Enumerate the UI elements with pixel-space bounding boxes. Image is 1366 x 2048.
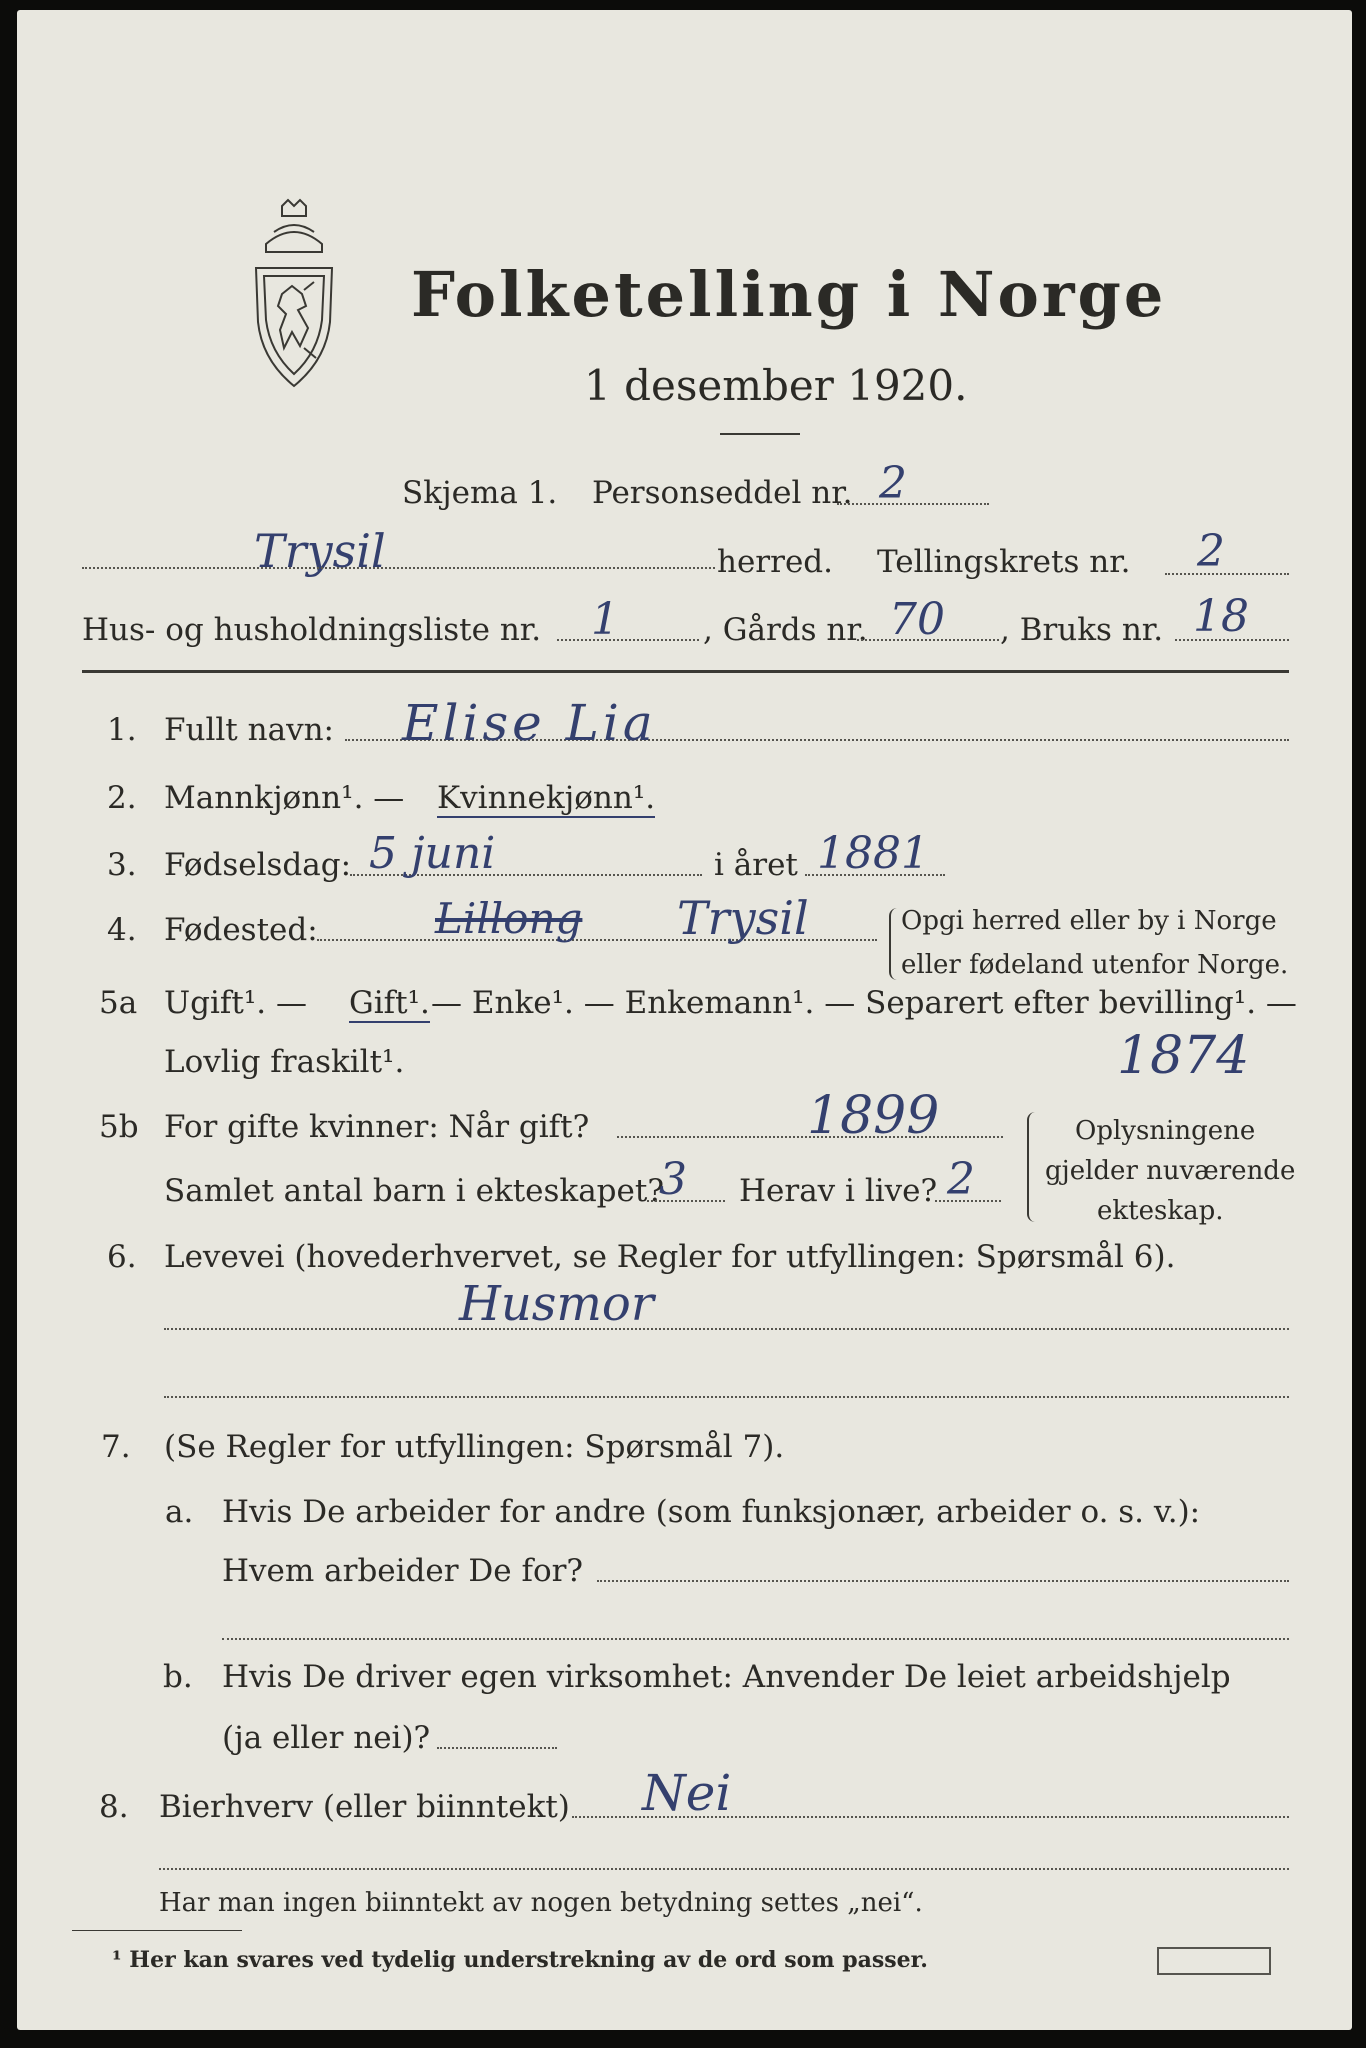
q8-number: 8.	[99, 1789, 129, 1825]
q3-year-value: 1881	[817, 828, 929, 879]
q8-label: Bierhverv (eller biinntekt)	[159, 1789, 570, 1825]
herred-label: herred.	[717, 544, 833, 580]
q5b-note-line1: Oplysningene	[1075, 1116, 1256, 1146]
q2-mannkjonn: Mannkjønn¹. —	[164, 780, 405, 816]
q1-label: Fullt navn:	[164, 712, 334, 748]
footnote: ¹ Her kan svares ved tydelig understrekning av de ord som passer.	[112, 1947, 928, 1973]
q7a-letter: a.	[165, 1494, 194, 1530]
q6-label: Levevei (hovederhvervet, se Regler for utfyllingen: Spørsmål 6).	[164, 1239, 1176, 1275]
q5a-gift-underlined: Gift¹.	[349, 985, 430, 1021]
tellingskrets-line	[1165, 573, 1289, 575]
q7b-line	[437, 1747, 557, 1749]
skjema-label: Skjema 1.	[402, 475, 558, 511]
q8-value: Nei	[642, 1764, 732, 1822]
q3-year-label: i året	[714, 847, 798, 883]
header-rule	[82, 670, 1289, 673]
census-date: 1 desember 1920.	[584, 361, 968, 410]
bruks-label: , Bruks nr.	[1000, 612, 1164, 648]
q5a-ugift: Ugift¹. —	[164, 985, 307, 1021]
q4-note-brace	[889, 908, 899, 980]
q5b-live-value: 2	[947, 1154, 975, 1205]
tellingskrets-value: 2	[1197, 526, 1225, 577]
tellingskrets-label: Tellingskrets nr.	[877, 544, 1131, 580]
footer-note: Har man ingen biinntekt av nogen betydning settes „nei“.	[159, 1888, 923, 1918]
q5a-annotation: 1874	[1117, 1026, 1250, 1086]
q5a-number: 5a	[99, 985, 138, 1021]
q7a-label: Hvis De arbeider for andre (som funksjonær, arbeider o. s. v.):	[222, 1494, 1201, 1530]
q6-line2	[164, 1396, 1289, 1398]
q5a-rest: — Enke¹. — Enkemann¹. — Separert efter bevilling¹. —	[431, 985, 1297, 1021]
q4-number: 4.	[107, 912, 137, 948]
q7a-question: Hvem arbeider De for?	[222, 1553, 584, 1589]
personseddel-value: 2	[879, 458, 907, 509]
q7b-label: Hvis De driver egen virksomhet: Anvender De leiet arbeidshjelp	[222, 1659, 1231, 1695]
census-form	[17, 10, 1352, 2030]
q5b-barn-value: 3	[659, 1154, 687, 1205]
q3-value: 5 juni	[369, 828, 496, 879]
q2-number: 2.	[107, 780, 137, 816]
q7a-line2	[222, 1638, 1289, 1640]
q1-number: 1.	[107, 712, 137, 748]
q7b-question: (ja eller nei)?	[222, 1720, 431, 1756]
q4-note-line2: eller fødeland utenfor Norge.	[901, 950, 1289, 980]
q6-line1	[164, 1328, 1289, 1330]
q8-line2	[159, 1868, 1289, 1870]
title-divider	[720, 433, 800, 435]
personseddel-label: Personseddel nr.	[592, 475, 853, 511]
q5b-note-brace	[1027, 1112, 1039, 1222]
herred-value: Trysil	[254, 524, 386, 578]
q5a-fraskilt: Lovlig fraskilt¹.	[164, 1044, 405, 1080]
q7a-line1	[597, 1580, 1289, 1582]
q5b-barn-line	[647, 1200, 725, 1202]
q1-value: Elise Lia	[402, 694, 657, 752]
gards-value: 70	[889, 594, 945, 645]
personseddel-line	[837, 503, 989, 505]
q5b-note-line2: gjelder nuværende	[1045, 1156, 1296, 1186]
q7b-letter: b.	[163, 1659, 193, 1695]
q7-label: (Se Regler for utfyllingen: Spørsmål 7).	[164, 1429, 785, 1465]
q6-number: 6.	[107, 1239, 137, 1275]
q7-number: 7.	[101, 1429, 131, 1465]
bruks-value: 18	[1193, 591, 1249, 642]
q4-value: Trysil	[677, 891, 809, 945]
q6-value: Husmor	[459, 1276, 654, 1332]
footnote-rule	[72, 1930, 242, 1931]
hus-label: Hus- og husholdningsliste nr.	[82, 612, 542, 648]
q5b-barn-label: Samlet antal barn i ekteskapet?	[164, 1173, 664, 1209]
q5b-label: For gifte kvinner: Når gift?	[164, 1109, 590, 1145]
q5b-note-line3: ekteskap.	[1097, 1196, 1224, 1226]
printer-stamp	[1157, 1947, 1271, 1975]
q4-note-line1: Opgi herred eller by i Norge	[901, 906, 1277, 936]
q3-label: Fødselsdag:	[164, 847, 352, 883]
gards-label: , Gårds nr.	[703, 612, 868, 648]
q2-kvinnekjonn-underlined: Kvinnekjønn¹.	[437, 780, 656, 816]
q4-struck-value: Lillong	[435, 894, 583, 943]
hus-value: 1	[591, 594, 619, 645]
q3-number: 3.	[107, 847, 137, 883]
q4-label: Fødested:	[164, 912, 318, 948]
q5b-number: 5b	[99, 1109, 139, 1145]
coat-of-arms-icon	[244, 198, 344, 394]
q5b-value: 1899	[807, 1086, 940, 1146]
herred-line	[82, 567, 715, 569]
q5b-live-label: Herav i live?	[739, 1173, 938, 1209]
hus-line	[557, 639, 699, 641]
form-title: Folketelling i Norge	[411, 258, 1167, 331]
